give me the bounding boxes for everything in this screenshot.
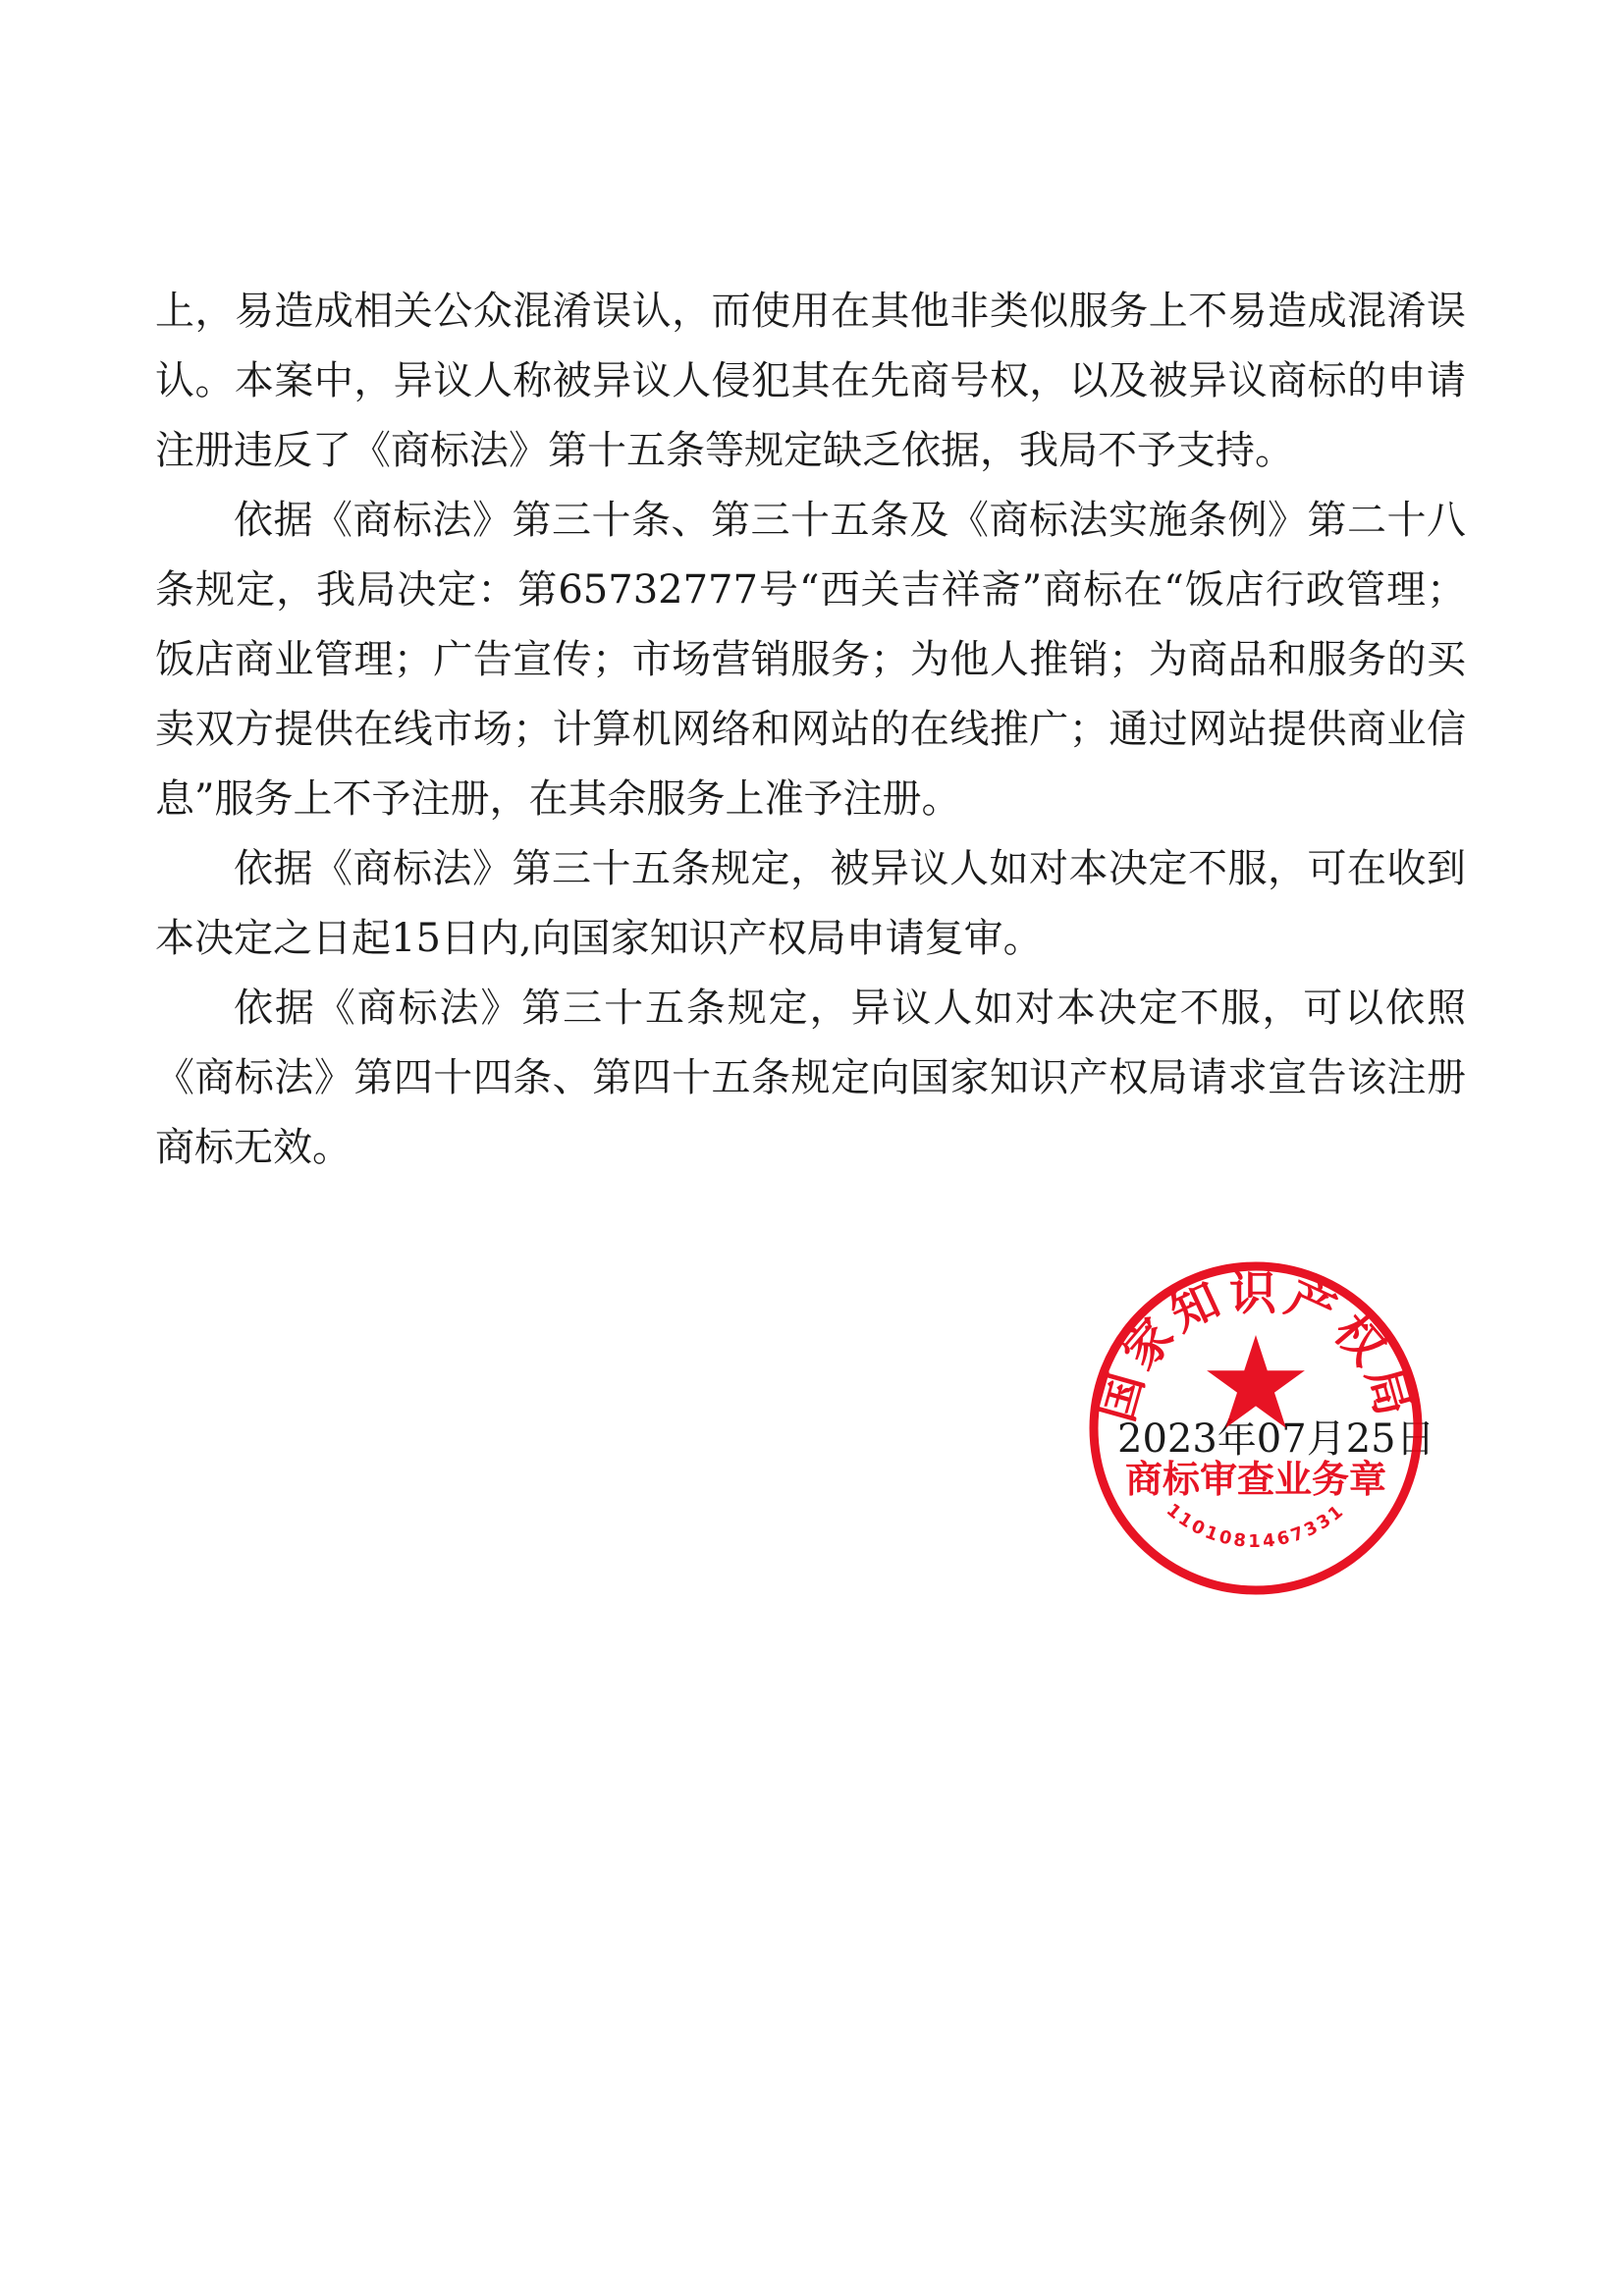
official-seal-stamp bbox=[1084, 1256, 1428, 1600]
paragraph-2: 依据《商标法》第三十条、第三十五条及《商标法实施条例》第二十八条规定，我局决定：第65732777号“西关吉祥斋”商标在“饭店行政管理；饭店商业管理；广告宣传；市场营销服务；为他人推销；为商品和服务的买卖双方提供在线市场；计算机网络和网站的在线推广；通过网站提供商业信息”服务上不予注册，在其余服务上准予注册。 bbox=[155, 498, 1466, 822]
decision-date: 2023年07月25日 bbox=[1117, 1416, 1435, 1462]
seal-center-text: 商标审查业务章 bbox=[1124, 1458, 1387, 1501]
seal-arc-text: 国家知识产权局 bbox=[1088, 1265, 1424, 1428]
seal-code-text: 1101081467331 bbox=[1162, 1499, 1350, 1553]
document-body bbox=[155, 277, 1466, 1183]
paragraph-4: 依据《商标法》第三十五条规定，异议人如对本决定不服，可以依照《商标法》第四十四条、第四十五条规定向国家知识产权局请求宣告该注册商标无效。 bbox=[155, 986, 1466, 1170]
paragraph-3: 依据《商标法》第三十五条规定，被异议人如对本决定不服，可在收到本决定之日起15日内,向国家知识产权局申请复审。 bbox=[155, 846, 1466, 961]
paragraph-1: 上，易造成相关公众混淆误认，而使用在其他非类似服务上不易造成混淆误认。本案中，异议人称被异议人侵犯其在先商号权，以及被异议商标的申请注册违反了《商标法》第十五条等规定缺乏依据，我局不予支持。 bbox=[155, 289, 1466, 473]
seal-star-icon bbox=[1207, 1335, 1305, 1428]
